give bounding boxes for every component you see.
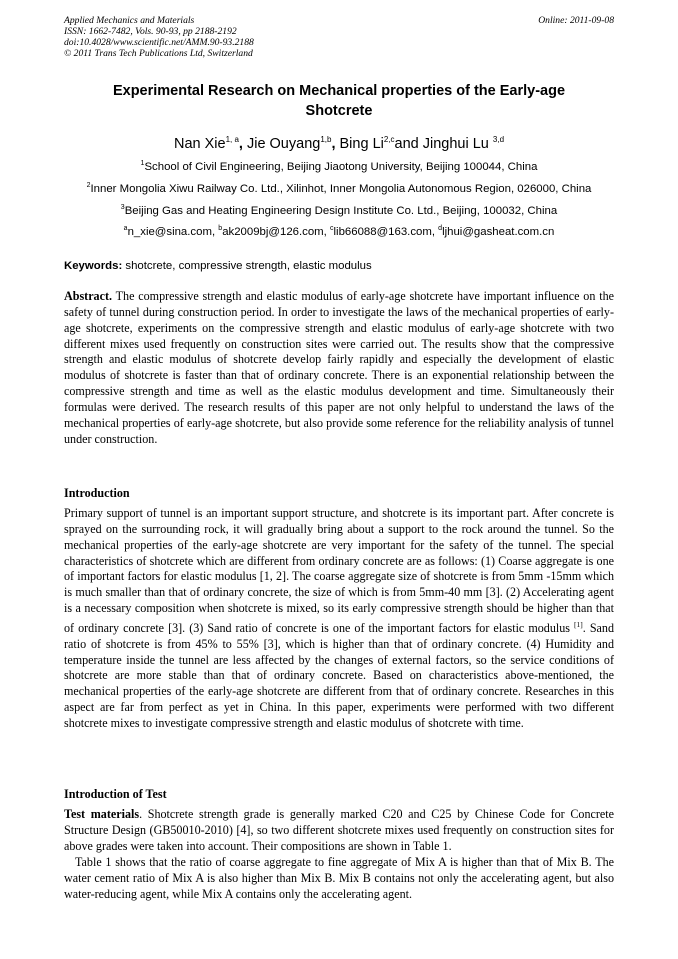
author-superscript: 1, a: [225, 135, 239, 144]
introduction-paragraph: Primary support of tunnel is an important support structure, and shotcrete is its important part. After concrete is sprayed on the surrounding rock, it will gradually bring about a support to the rock around the tunnel. So the mechanical properties of the early-age shotcrete are very important for the safety of the tunnel. The special characteristics of shotcrete which are different from ordinary concrete are as follows: (1) Coarse aggregate is one of important factors for elastic modulus [1, 2]. The coarse aggregate size of shotcrete is from 5mm -15mm which is much smaller than that of ordinary concrete, the size of which is from 5mm-40 mm [3]. (2) Accelerating agent is a necessary composition when shotcrete is mixed, so its early compressive strength should be higher than that of ordinary concrete [3]. (3) Sand ratio of concrete is one of the important factors for elastic modulus [1]. Sand ratio of shotcrete is from 45% to 55% [3], which is higher than that of ordinary concrete. (4) Humidity and temperature inside the tunnel are less affected by the changes of external factors, so the service conditions of shotcrete are more stable than that of ordinary concrete. Based on characteristics above-mentioned, the mechanical properties of the early-age shotcrete are different from that of ordinary concrete. Researches in this aspect are far from perfect as yet in China. In this paper, experiments were performed with two different shotcrete mixes to investigate compressive strength and elastic modulus of shotcrete with time.: [64, 506, 615, 730]
email-link: ljhui@gasheat.com.cn: [442, 226, 555, 238]
copyright-line: © 2011 Trans Tech Publications Ltd, Switzerland: [64, 48, 253, 59]
journal-name: Applied Mechanics and Materials: [64, 15, 195, 26]
citation: [1]: [574, 619, 583, 629]
author-name: and Jinghui Lu: [394, 136, 489, 152]
test-materials-label: Test materials: [64, 807, 140, 821]
section-heading-introduction: Introduction: [64, 486, 130, 500]
section-heading-test: Introduction of Test: [64, 787, 167, 801]
online-date: Online: 2011-09-08: [538, 15, 614, 26]
keywords: [64, 259, 614, 273]
keywords-text: shotcrete, compressive strength, elastic modulus: [122, 260, 372, 272]
author-superscript: 3,d: [492, 135, 505, 144]
email-link: n_xie@sina.com,: [127, 226, 219, 238]
abstract: [64, 289, 614, 447]
author-superscript: 1,b: [320, 135, 332, 144]
abstract-text: The compressive strength and elastic modulus of early-age shotcrete have important influence on the safety of tunnel during construction period. In order to investigate the laws of the mechanical properties of early-age shotcrete, experiments on the compressive strength and elastic modulus of early-age shotcrete with two different mixes used frequently on construction sites were carried out. The results show that the compressive strength and elastic modulus of shotcrete develop fairly rapidly and especially the development of elastic modulus of shotcrete is faster than that of ordinary concrete. There is an exponential relationship between the compressive strength and time as well as the elastic modulus development and time. Simultaneously their formulas were derived. The research results of this paper are not only helpful to understand the laws of the mechanical properties of early-age shotcrete, but also provide some reference for the reliability analysis of tunnel under construction.: [64, 289, 614, 446]
title-line-1: Experimental Research on Mechanical properties of the Early-age: [112, 83, 566, 99]
author-name: Bing Li: [339, 136, 384, 152]
test-materials-paragraph: Test materials. Shotcrete strength grade is generally marked C20 and C25 by Chinese Code for Concrete Structure Design (GB50010-2010) [4], so two different shotcrete mixes used frequently on construction sites for above grades were taken into account. Their compositions are shown in Table 1.: [64, 807, 614, 853]
title-line-2: Shotcrete: [305, 103, 373, 119]
email-list: $^a$n_xie@sina.com, $^b$ak2009bj@126.com, $^c$lib66088@163.com, $^d$ljhui@gasheat.com.cn: [123, 225, 555, 238]
journal-header: [64, 15, 614, 59]
keywords-label: Keywords:: [64, 260, 123, 272]
paper-title: [64, 81, 614, 121]
affiliation: $^2$Inner Mongolia Xiwu Railway Co. Ltd., Xilinhot, Inner Mongolia Autonomous Region, 026000, China: [86, 182, 592, 195]
author-name: Nan Xie: [173, 136, 226, 152]
affiliation: $^3$Beijing Gas and Heating Engineering Design Institute Co. Ltd., Beijing, 100032, China: [120, 204, 558, 217]
email-link: ak2009bj@126.com,: [222, 226, 331, 238]
email-link: lib66088@163.com,: [333, 226, 439, 238]
affiliation: $^1$School of Civil Engineering, Beijing Jiaotong University, Beijing 100044, China: [140, 160, 538, 173]
table-description-paragraph: Table 1 shows that the ratio of coarse aggregate to fine aggregate of Mix A is higher than that of Mix B. The water cement ratio of Mix A is also higher than Mix B. Mix B contains not only the accelerating agent, but also water-reducing agent, while Mix A contains only the accelerating agent.: [64, 855, 614, 901]
abstract-label: Abstract.: [64, 289, 113, 303]
author-list: Nan Xie$^{1, a}$, Jie Ouyang$^{1,b}$, Bing Li$^{2,c}$and Jinghui Lu $^{3,d}$: [173, 135, 505, 152]
doi-line: doi:10.4028/www.scientific.net/AMM.90-93.2188: [64, 37, 254, 48]
author-name: Jie Ouyang: [246, 136, 321, 152]
issn-line: ISSN: 1662-7482, Vols. 90-93, pp 2188-2192: [64, 26, 237, 37]
author-superscript: 2,c: [383, 135, 395, 144]
